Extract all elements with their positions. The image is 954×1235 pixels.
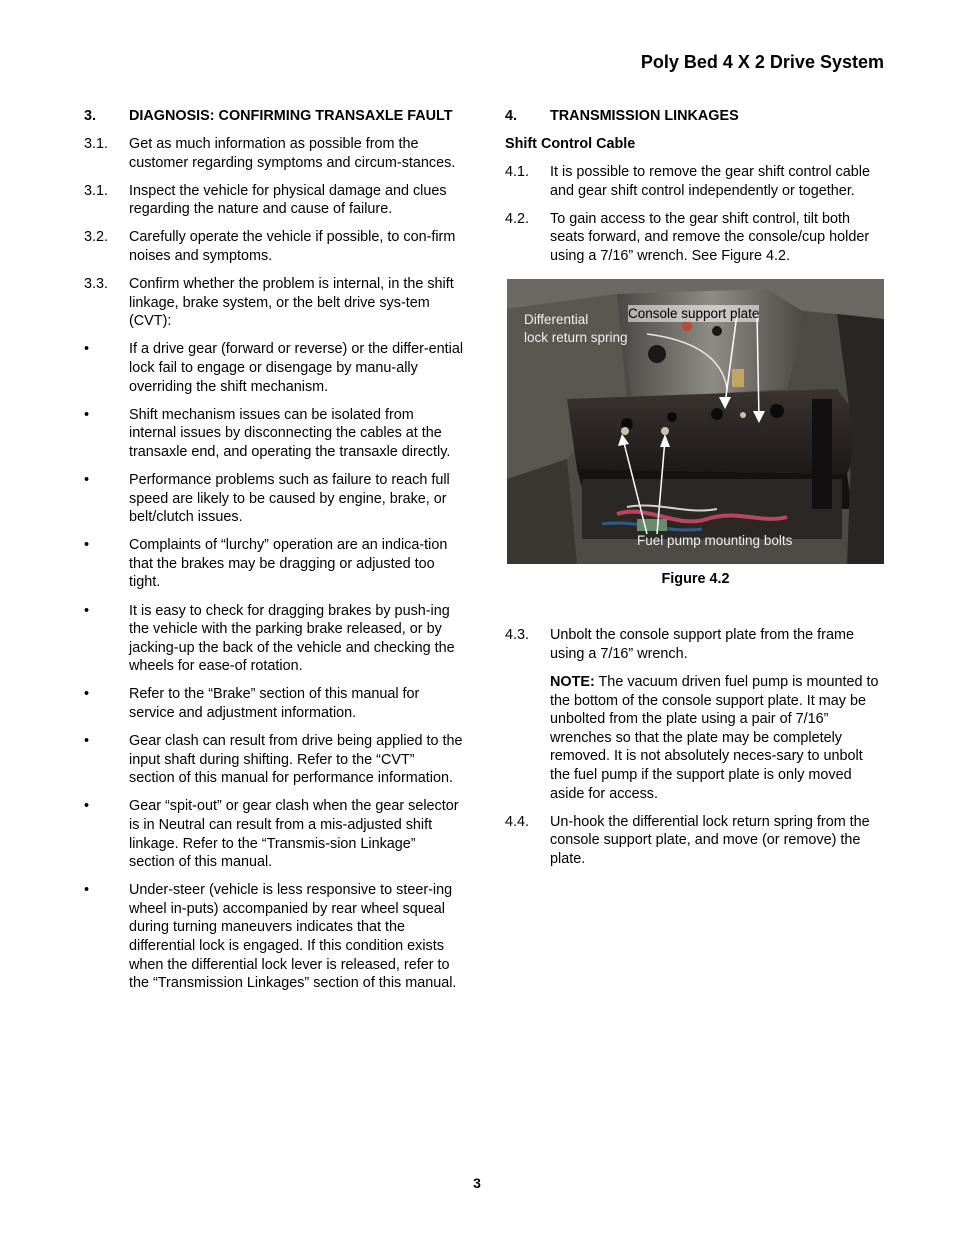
item-text: Performance problems such as failure to reach full speed are likely to be caused by engine, brake, or belt/clutch issues. [129,472,450,526]
item-text: Gear “spit-out” or gear clash when the gear selector is in Neutral can result from a mis-adjusted shift linkage. Refer to the “Transmis-sion Linkage” section of this manual. [129,798,459,871]
section-title: DIAGNOSIS: CONFIRMING TRANSAXLE FAULT [129,108,453,124]
item-number: • [84,406,90,423]
list-item [84,182,464,219]
item-number: • [84,733,90,750]
item-text: Complaints of “lurchy” operation are an indica-tion that the brakes may be dragging or adjusted too tight. [129,537,448,591]
list-item-4-3 [505,626,885,663]
list-item [84,275,464,331]
label-fuel-pump-bolts: Fuel pump mounting bolts [637,532,793,548]
label-differential-spring-line2: lock return spring [524,329,628,345]
item-number: 3.1. [84,182,109,199]
item-text: If a drive gear (forward or reverse) or the differ-ential lock fail to engage or disengage by manu-ally overriding the shift mechanism. [129,341,464,395]
item-number: • [84,341,90,358]
list-item [84,536,464,592]
item-text: Carefully operate the vehicle if possible, to con-firm noises and symptoms. [129,229,456,265]
item-text: Refer to the “Brake” section of this manual for service and adjustment information. [129,686,420,722]
page-header-title: Poly Bed 4 X 2 Drive System [640,52,884,72]
list-item [84,228,464,265]
item-text: Under-steer (vehicle is less responsive to steer-ing wheel in-puts) accompanied by rear wheel squeal during turning maneuvers indicates that the differential lock is engaged. If this condition exists when the differential lock lever is released, refer to the “Transmission Linkages” section of this manual. [129,882,457,992]
label-console-support-plate: Console support plate [628,305,760,321]
item-number: 3.3. [84,276,109,293]
list-item [84,685,464,722]
item-number: 4.2. [505,210,530,227]
list-item [84,881,464,993]
list-item [84,797,464,871]
item-number: • [84,882,90,899]
section-number: 4. [505,108,518,124]
item-number: • [84,686,90,703]
note-label: NOTE: [550,673,595,690]
item-number: 3.1. [84,136,109,153]
item-text: Confirm whether the problem is internal, in the shift linkage, brake system, or the belt drive sys-tem (CVT): [129,276,454,330]
list-item [505,210,885,266]
list-item-4-4 [505,813,885,869]
subheading-shift-control-cable: Shift Control Cable [505,136,636,153]
figure-4-2-photo [507,279,884,564]
figure-caption: Figure 4.2 [661,570,730,587]
item-number: 3.2. [84,229,109,246]
list-item [84,732,464,788]
item-text: To gain access to the gear shift control, tilt both seats forward, and remove the console/cup holder using a 7/16” wrench. See Figure 4.2. [550,210,870,265]
section-title: TRANSMISSION LINKAGES [550,108,739,124]
item-text: Get as much information as possible from the customer regarding symptoms and circum-stances. [129,136,456,171]
note-text: The vacuum driven fuel pump is mounted to the bottom of the console support plate. It may be unbolted from the plate using a pair of 7/16” wrenches so that the plate may be completely removed. It is not absolutely neces-sary to unbolt the fuel pump if the support plate is only moved aside for access. [550,673,879,802]
list-item [505,163,885,200]
section-4-heading [505,107,885,126]
item-text: Gear clash can result from drive being applied to the input shaft during shifting. Refer to the “CVT” section of this manual for performance information. [129,733,463,787]
list-item [84,406,464,462]
item-text: It is easy to check for dragging brakes by push-ing the vehicle with the parking brake released, or by jacking-up the back of the vehicle and checking the wheels for ease-of rotation. [129,602,455,675]
item-text: Un-hook the differential lock return spring from the console support plate, and move (or remove) the plate. [550,813,870,867]
item-number: • [84,798,90,815]
section-number: 3. [84,108,97,124]
left-column [84,107,464,1002]
note-paragraph [550,673,885,803]
item-text: Unbolt the console support plate from the frame using a 7/16” wrench. [550,627,854,662]
item-number: 4.1. [505,164,530,181]
item-text: Shift mechanism issues can be isolated from internal issues by disconnecting the cables at the transaxle end, and operating the transaxle directly. [129,406,451,460]
page-number: 3 [473,1175,481,1191]
right-column [505,107,885,878]
item-text: It is possible to remove the gear shift control cable and gear shift control independently or together. [550,164,870,199]
list-item [84,471,464,527]
item-number: 4.4. [505,813,530,830]
item-number: • [84,472,90,488]
section-3-heading [84,107,464,126]
list-item [84,135,464,172]
label-differential-spring-line1: Differential [524,311,589,327]
item-number: • [84,537,90,554]
list-item [84,340,464,396]
left-item-list [84,135,464,993]
item-number: • [84,602,90,619]
item-number: 4.3. [505,627,530,644]
list-item [84,602,464,676]
right-item-list [505,163,885,265]
item-text: Inspect the vehicle for physical damage and clues regarding the nature and cause of failure. [129,182,447,218]
